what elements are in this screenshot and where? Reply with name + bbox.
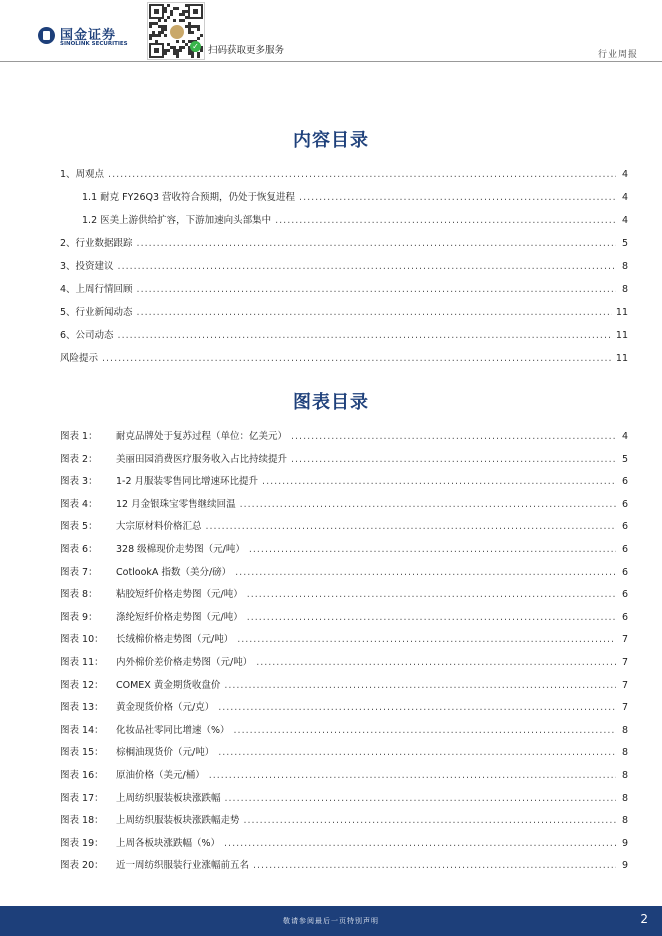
toc-item-label: 1.1 耐克 FY26Q3 营收符合预期，仍处于恢复进程: [82, 192, 296, 203]
figure-item-number: 图表 14：: [60, 724, 104, 736]
figure-leader-dots: [218, 702, 616, 713]
toc-item-label: 3、投资建议: [60, 261, 114, 272]
figure-item-page: 6: [621, 611, 628, 623]
figure-item-number: 图表 1：: [60, 431, 98, 442]
figure-leader-dots: [240, 499, 616, 510]
sinolink-logo-icon: [38, 27, 55, 44]
toc-item-label: 6、公司动态: [60, 330, 114, 341]
figure-item[interactable]: [60, 473, 628, 487]
figure-leader-dots: [291, 431, 616, 442]
logo-text-en: SINOLINK SECURITIES: [60, 41, 128, 47]
figure-item[interactable]: [60, 609, 628, 623]
figure-leader-dots: [225, 793, 616, 804]
figure-item-label: 耐克品牌处于复苏过程（单位：亿美元）: [116, 431, 288, 442]
figure-item-page: 6: [621, 544, 628, 555]
toc-item-label: 1、周观点: [60, 169, 105, 180]
toc-item[interactable]: [60, 258, 628, 272]
figure-item-number: 图表 8：: [60, 589, 98, 601]
toc-leader-dots: [137, 284, 616, 295]
figure-item[interactable]: [60, 767, 628, 781]
figure-item-number: 图表 15：: [60, 747, 104, 759]
page-number: 2: [640, 912, 648, 926]
toc-item[interactable]: [82, 212, 628, 226]
figure-item-page: 9: [621, 837, 628, 849]
figure-item-label: 12 月金银珠宝零售继续回温: [116, 498, 236, 510]
figure-item-number: 图表 11：: [60, 657, 104, 668]
toc-item-page: 8: [621, 261, 628, 272]
scan-prompt: 扫码获取更多服务: [208, 45, 285, 56]
figure-item[interactable]: [60, 654, 628, 668]
figure-leader-dots: [235, 567, 616, 578]
figure-item-number: 图表 3：: [60, 476, 98, 488]
figure-leader-dots: [262, 476, 616, 487]
figure-item[interactable]: [60, 496, 628, 510]
toc-item-page: 5: [621, 238, 628, 249]
figure-item-number: 图表 19：: [60, 837, 104, 849]
figure-item-number: 图表 9：: [60, 611, 98, 623]
figure-item-number: 图表 10：: [60, 634, 104, 646]
figure-item-label: 棕榈油现货价（元/吨）: [116, 747, 215, 759]
toc-leader-dots: [108, 169, 616, 180]
toc-leader-dots: [275, 215, 616, 226]
figure-item-page: 7: [621, 634, 628, 646]
figure-leader-dots: [244, 815, 616, 826]
figure-item-page: 4: [621, 431, 628, 442]
toc-item-page: 11: [615, 330, 628, 341]
figure-item-page: 5: [621, 453, 628, 465]
figure-item-label: 内外棉价差价格走势图（元/吨）: [116, 657, 253, 668]
toc-leader-dots: [137, 238, 616, 249]
figure-item-page: 8: [621, 747, 628, 759]
figure-item-label: 美丽田园消费医疗服务收入占比持续提升: [116, 453, 288, 465]
toc-item-page: 4: [621, 215, 628, 226]
figure-item-label: 长绒棉价格走势图（元/吨）: [116, 634, 234, 646]
figure-leader-dots: [249, 544, 616, 555]
figure-item-label: 近一周纺织服装行业涨幅前五名: [116, 860, 250, 872]
page-footer: [0, 906, 662, 936]
toc-leader-dots: [137, 307, 612, 318]
page-header: [0, 0, 662, 62]
figure-leader-dots: [234, 725, 616, 736]
toc-item-label: 4、上周行情回顾: [60, 284, 133, 295]
logo-text-cn: 国金证券: [60, 28, 117, 43]
figure-item-label: 上周各板块涨跌幅（%）: [116, 837, 221, 849]
figure-item-label: 上周纺织服装板块涨跌幅走势: [116, 815, 240, 827]
toc-item[interactable]: [60, 327, 628, 341]
figure-item[interactable]: [60, 518, 628, 532]
report-type-label: 行业周报: [597, 50, 638, 60]
toc-item-label: 5、行业新闻动态: [60, 307, 133, 318]
figure-item-number: 图表 17：: [60, 792, 104, 804]
figure-item-number: 图表 12：: [60, 679, 104, 691]
figure-item[interactable]: [60, 812, 628, 826]
toc-item[interactable]: [60, 166, 628, 180]
figure-item-label: CotlookA 指数（美分/磅）: [116, 566, 232, 578]
footer-disclaimer: 敬请参阅最后一页特别声明: [283, 917, 379, 925]
figure-item-page: 8: [621, 792, 628, 804]
figure-item[interactable]: [60, 451, 628, 465]
figure-leader-dots: [247, 612, 616, 623]
wechat-badge-icon: ✓: [190, 41, 201, 52]
toc-item-page: 4: [621, 192, 628, 203]
toc-item-label: 1.2 医美上游供给扩容，下游加速向头部集中: [82, 215, 272, 226]
figure-item-page: 8: [621, 724, 628, 736]
figure-item-number: 图表 7：: [60, 566, 98, 578]
figure-item-page: 6: [621, 498, 628, 510]
figure-item-label: 大宗原材料价格汇总: [116, 521, 202, 533]
toc-item-label: 2、行业数据跟踪: [60, 238, 133, 249]
figure-item-label: 化妆品社零同比增速（%）: [116, 724, 230, 736]
figure-item[interactable]: [60, 541, 628, 555]
figure-item-page: 6: [621, 521, 628, 533]
figure-item-page: 8: [621, 815, 628, 827]
figure-item-label: 1-2 月服装零售同比增速环比提升: [116, 476, 259, 488]
header-divider: [0, 61, 662, 62]
figure-item-page: 6: [621, 589, 628, 601]
toc-item[interactable]: [60, 235, 628, 249]
qr-center-emblem-icon: [169, 24, 185, 40]
figure-item-label: 原油价格（美元/桶）: [116, 770, 205, 781]
toc-leader-dots: [299, 192, 616, 203]
figure-item-label: COMEX 黄金期货收盘价: [116, 679, 221, 691]
figure-item-page: 8: [621, 770, 628, 781]
figure-item-label: 涤纶短纤价格走势图（元/吨）: [116, 611, 243, 623]
figure-item-page: 9: [621, 860, 628, 872]
figure-leader-dots: [209, 770, 616, 781]
figure-leader-dots: [256, 657, 616, 668]
figure-leader-dots: [206, 521, 616, 532]
figure-item-label: 328 级棉现价走势图（元/吨）: [116, 544, 245, 555]
figures-title: 图表目录: [293, 392, 369, 413]
toc-item-page: 4: [621, 169, 628, 180]
figure-item[interactable]: [60, 564, 628, 578]
figure-item[interactable]: [60, 857, 628, 871]
figure-item-number: 图表 5：: [60, 521, 98, 533]
toc-item-page: 11: [615, 307, 628, 318]
toc-item[interactable]: [60, 350, 628, 364]
figure-item-page: 7: [621, 657, 628, 668]
figure-leader-dots: [224, 680, 616, 691]
figure-item-page: 6: [621, 566, 628, 578]
figure-item-label: 上周纺织服装板块涨跌幅: [116, 792, 221, 804]
toc-title: 内容目录: [293, 130, 369, 151]
toc-leader-dots: [118, 330, 612, 341]
figure-leader-dots: [253, 860, 616, 871]
figure-item-page: 7: [621, 679, 628, 691]
figure-item[interactable]: [60, 586, 628, 600]
figure-leader-dots: [247, 589, 616, 600]
toc-item[interactable]: [82, 189, 628, 203]
toc-item[interactable]: [60, 304, 628, 318]
toc-item-label: 风险提示: [60, 353, 99, 364]
figure-item-number: 图表 2：: [60, 453, 98, 465]
figure-item[interactable]: [60, 631, 628, 645]
figure-item-number: 图表 18：: [60, 815, 104, 827]
toc-leader-dots: [118, 261, 616, 272]
figure-leader-dots: [237, 634, 616, 645]
figure-item-number: 图表 4：: [60, 498, 98, 510]
figure-item[interactable]: [60, 744, 628, 758]
figure-item[interactable]: [60, 790, 628, 804]
figure-item-number: 图表 13：: [60, 702, 104, 714]
figure-leader-dots: [224, 838, 616, 849]
figure-leader-dots: [291, 454, 616, 465]
figure-item[interactable]: [60, 677, 628, 691]
figure-item-page: 7: [621, 702, 628, 714]
toc-item-page: 11: [615, 353, 628, 364]
figure-leader-dots: [218, 747, 616, 758]
toc-leader-dots: [102, 353, 612, 364]
figure-item[interactable]: [60, 835, 628, 849]
figure-item-page: 6: [621, 476, 628, 488]
figure-item-number: 图表 16：: [60, 770, 104, 781]
figure-item[interactable]: [60, 722, 628, 736]
figure-item-number: 图表 20：: [60, 860, 104, 872]
figure-item[interactable]: [60, 428, 628, 442]
figure-item[interactable]: [60, 699, 628, 713]
figure-item-label: 黄金现货价格（元/克）: [116, 702, 215, 714]
figure-item-number: 图表 6：: [60, 544, 98, 555]
figure-item-label: 粘胶短纤价格走势图（元/吨）: [116, 589, 243, 601]
toc-item[interactable]: [60, 281, 628, 295]
toc-item-page: 8: [621, 284, 628, 295]
